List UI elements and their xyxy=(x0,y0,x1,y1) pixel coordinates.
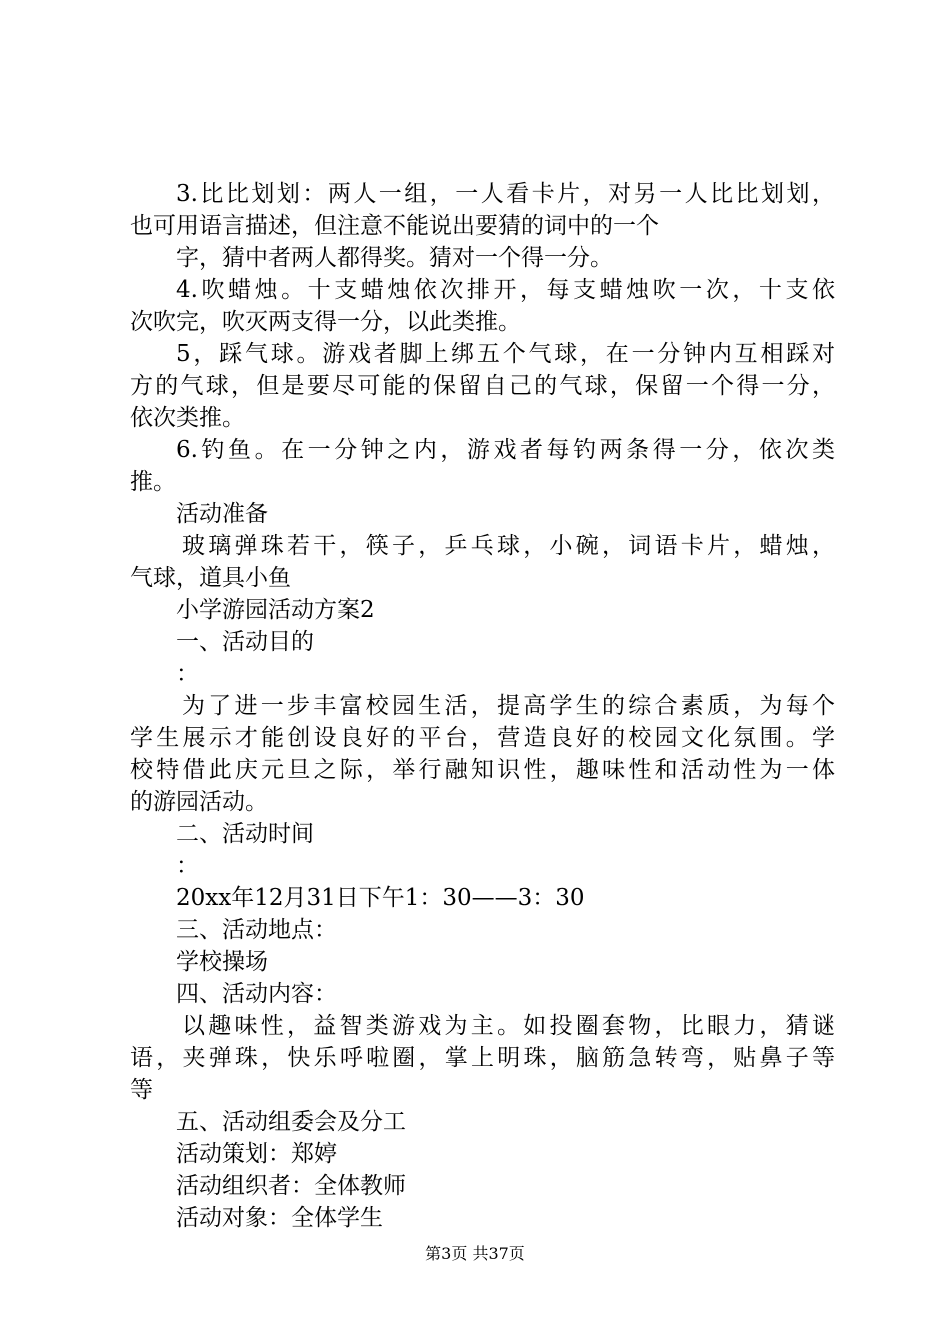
paragraph-line: ： xyxy=(176,853,199,879)
paragraph-line: 活动策划：郑婷 xyxy=(176,1141,337,1167)
paragraph-line: 学生展示才能创设良好的平台，营造良好的校园文化氛围。学 xyxy=(130,725,835,751)
paragraph-line: 为了进一步丰富校园生活，提高学生的综合素质，为每个 xyxy=(182,693,835,719)
paragraph-line: 气球，道具小鱼 xyxy=(130,565,291,591)
paragraph-line: 语，夹弹珠，快乐呼啦圈，掌上明珠，脑筋急转弯，贴鼻子等 xyxy=(130,1045,835,1071)
paragraph-line: 3.比比划划：两人一组，一人看卡片，对另一人比比划划， xyxy=(176,181,835,207)
paragraph-line: 也可用语言描述，但注意不能说出要猜的词中的一个 xyxy=(130,213,659,239)
paragraph-line: 等 xyxy=(130,1077,153,1103)
paragraph-line: ： xyxy=(176,661,199,687)
paragraph-line: 学校操场 xyxy=(176,949,268,975)
paragraph-line: 活动组织者：全体教师 xyxy=(176,1173,406,1199)
paragraph-line: 6.钓鱼。在一分钟之内，游戏者每钓两条得一分，依次类 xyxy=(176,437,835,463)
paragraph-line: 的游园活动。 xyxy=(130,789,268,815)
paragraph-line: 依次类推。 xyxy=(130,405,245,431)
section-heading: 四、活动内容： xyxy=(176,981,337,1007)
section-heading: 小学游园活动方案2 xyxy=(176,597,375,623)
document-body xyxy=(130,178,835,1234)
paragraph-line: 校特借此庆元旦之际，举行融知识性，趣味性和活动性为一体 xyxy=(130,757,835,783)
page-number-footer: 第3页 共37页 xyxy=(425,1244,525,1263)
paragraph-line: 活动对象：全体学生 xyxy=(176,1205,383,1231)
paragraph-line: 方的气球，但是要尽可能的保留自己的气球，保留一个得一分， xyxy=(130,373,835,399)
paragraph-line: 玻璃弹珠若干，筷子，乒乓球，小碗，词语卡片，蜡烛， xyxy=(182,533,835,559)
paragraph-line: 字，猜中者两人都得奖。猜对一个得一分。 xyxy=(176,245,613,271)
section-heading: 三、活动地点： xyxy=(176,917,337,943)
section-heading: 二、活动时间 xyxy=(176,821,314,847)
section-heading: 活动准备 xyxy=(176,501,268,527)
section-heading: 一、活动目的 xyxy=(176,629,314,655)
paragraph-line: 次吹完，吹灭两支得一分，以此类推。 xyxy=(130,309,521,335)
paragraph-line: 推。 xyxy=(130,469,176,495)
paragraph-line: 以趣味性，益智类游戏为主。如投圈套物，比眼力，猜谜 xyxy=(182,1013,835,1039)
section-heading: 五、活动组委会及分工 xyxy=(176,1109,406,1135)
paragraph-line: 5，踩气球。游戏者脚上绑五个气球，在一分钟内互相踩对 xyxy=(176,341,835,367)
paragraph-line: 4.吹蜡烛。十支蜡烛依次排开，每支蜡烛吹一次，十支依 xyxy=(176,277,835,303)
paragraph-line: 20xx年12月31日下午1：30——3：30 xyxy=(176,885,585,911)
